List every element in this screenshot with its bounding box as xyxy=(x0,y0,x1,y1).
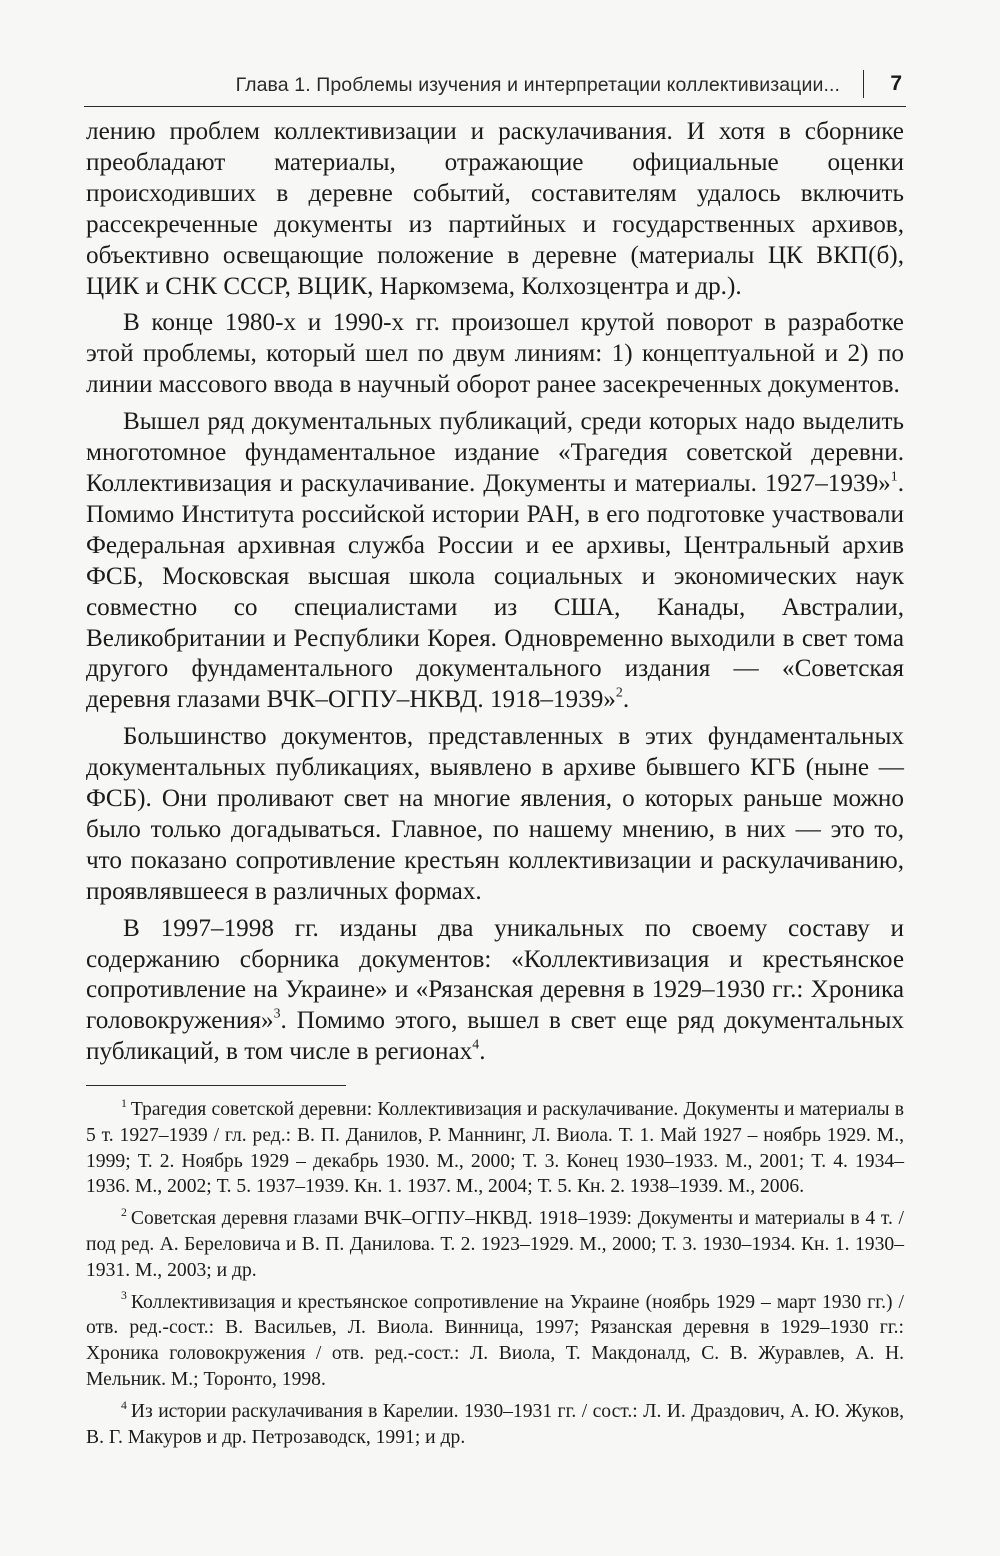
paragraph-5-part-c: . xyxy=(479,1038,486,1066)
paragraph-5-part-b: . Помимо этого, вышел в свет еще ряд документальных публикаций, в том числе в регионах xyxy=(86,1007,904,1066)
footnote-ref-4[interactable]: 4 xyxy=(472,1036,480,1052)
footnote-text: Советская деревня глазами ВЧК–ОГПУ–НКВД. 1918–1939: Документы и материалы в 4 т. / под ред. А. Береловича и В. П. Данилова. Т. 2. 1923–1929. М., 2000; Т. 3. 1930–1934. Кн. 1. 1930–1931. М., 2003; и др. xyxy=(86,1208,904,1281)
footnote-text: Коллективизация и крестьянское сопротивление на Украине (ноябрь 1929 – март 1930 гг.) / отв. ред.-сост.: В. Васильев, Л. Виола. Винница, 1997; Рязанская деревня в 1929–1930 гг.: Хроника головокружения / отв. ред.-сост.: Л. Виола, Т. Макдоналд, С. В. Журавлев, А. Н. Мельник. М.; Торонто, 1998. xyxy=(86,1291,904,1390)
footnote-number: 3 xyxy=(121,1289,127,1303)
page-number: 7 xyxy=(890,72,902,95)
footnote-number: 2 xyxy=(121,1205,127,1219)
main-text xyxy=(86,117,904,1068)
paragraph-3-part-c: . xyxy=(622,686,630,714)
footnote-ref-2[interactable]: 2 xyxy=(615,684,623,700)
footnote-1 xyxy=(86,1097,904,1200)
footnote-text: Из истории раскулачивания в Карелии. 1930–1931 гг. / сост.: Л. И. Драздович, А. Ю. Жуков, В. Г. Макуров и др. Петрозаводск, 1991; и др. xyxy=(86,1400,904,1448)
footnote-ref-3[interactable]: 3 xyxy=(273,1005,281,1021)
paragraph-5 xyxy=(86,914,904,1069)
paragraph-3-part-b: . Помимо Института российской истории РАН, в его подготовке участвовали Федеральная архивная служба России и ее архивы, Центральный архив ФСБ, Московская высшая школа социальных и экономических наук совместно со специалистами из США, Канады, Австралии, Великобритании и Республики Корея. Одновременно выходили в свет тома другого фундаментального документального издания — «Советская деревня глазами ВЧК–ОГПУ–НКВД. 1918–1939» xyxy=(86,469,904,714)
footnote-2 xyxy=(86,1206,904,1283)
footnote-number: 4 xyxy=(121,1398,127,1412)
footnote-number: 1 xyxy=(121,1096,127,1110)
footnote-divider xyxy=(86,1085,346,1086)
paragraph-3-part-a: Вышел ряд документальных публикаций, среди которых надо выделить многотомное фундаментальное издание «Трагедия советской деревни. Коллективизация и раскулачивание. Документы и материалы. 1927–1939» xyxy=(86,408,904,497)
header-separator xyxy=(863,70,865,98)
footnote-text: Трагедия советской деревни: Коллективизация и раскулачивание. Документы и материалы в 5 т. 1927–1939 / гл. ред.: В. П. Данилов, Р. Маннинг, Л. Виола. Т. 1. Май 1927 – ноябрь 1929. М., 1999; Т. 2. Ноябрь 1929 – декабрь 1930. М., 2000; Т. 3. Конец 1930–1933. М., 2001; Т. 4. 1934–1936. М., 2002; Т. 5. 1937–1939. Кн. 1. 1937. М., 2004; Т. 5. Кн. 2. 1938–1939. М., 2006. xyxy=(86,1099,904,1198)
paragraph-2: В конце 1980-х и 1990-х гг. произошел крутой поворот в разработке этой проблемы, который шел по двум линиям: 1) концептуальной и 2) по линии массового ввода в научный оборот ранее засекреченных документов. xyxy=(86,309,904,399)
footnote-3 xyxy=(86,1290,904,1393)
footnote-ref-1[interactable]: 1 xyxy=(890,468,898,484)
paragraph-1: лению проблем коллективизации и раскулачивания. И хотя в сборнике преобладают материалы, отражающие официальные оценки происходивших в деревне событий, составителям удалось включить рассекреченные документы из партийных и государственных архивов, объективно освещающие положение в деревне (материалы ЦК ВКП(б), ЦИК и СНК СССР, ВЦИК, Наркомзема, Колхозцентра и др.). xyxy=(86,118,904,300)
footnotes xyxy=(86,1097,904,1450)
chapter-title: Глава 1. Проблемы изучения и интерпретации коллективизации... xyxy=(235,74,840,96)
paragraph-3 xyxy=(86,407,904,716)
paragraph-4: Большинство документов, представленных в этих фундаментальных документальных публикациях, выявлено в архиве бывшего КГБ (ныне — ФСБ). Они проливают свет на многие явления, о которых раньше можно было только догадываться. Главное, по нашему мнению, в них — это то, что показано сопротивление крестьян коллективизации и раскулачиванию, проявлявшееся в различных формах. xyxy=(86,723,904,905)
running-header xyxy=(84,66,906,107)
footnote-4 xyxy=(86,1399,904,1451)
paragraph-5-part-a: В 1997–1998 гг. изданы два уникальных по своему составу и содержанию сборника документов: «Коллективизация и крестьянское сопротивление на Украине» и «Рязанская деревня в 1929–1930 гг.: Хроника головокружения» xyxy=(86,914,904,1035)
